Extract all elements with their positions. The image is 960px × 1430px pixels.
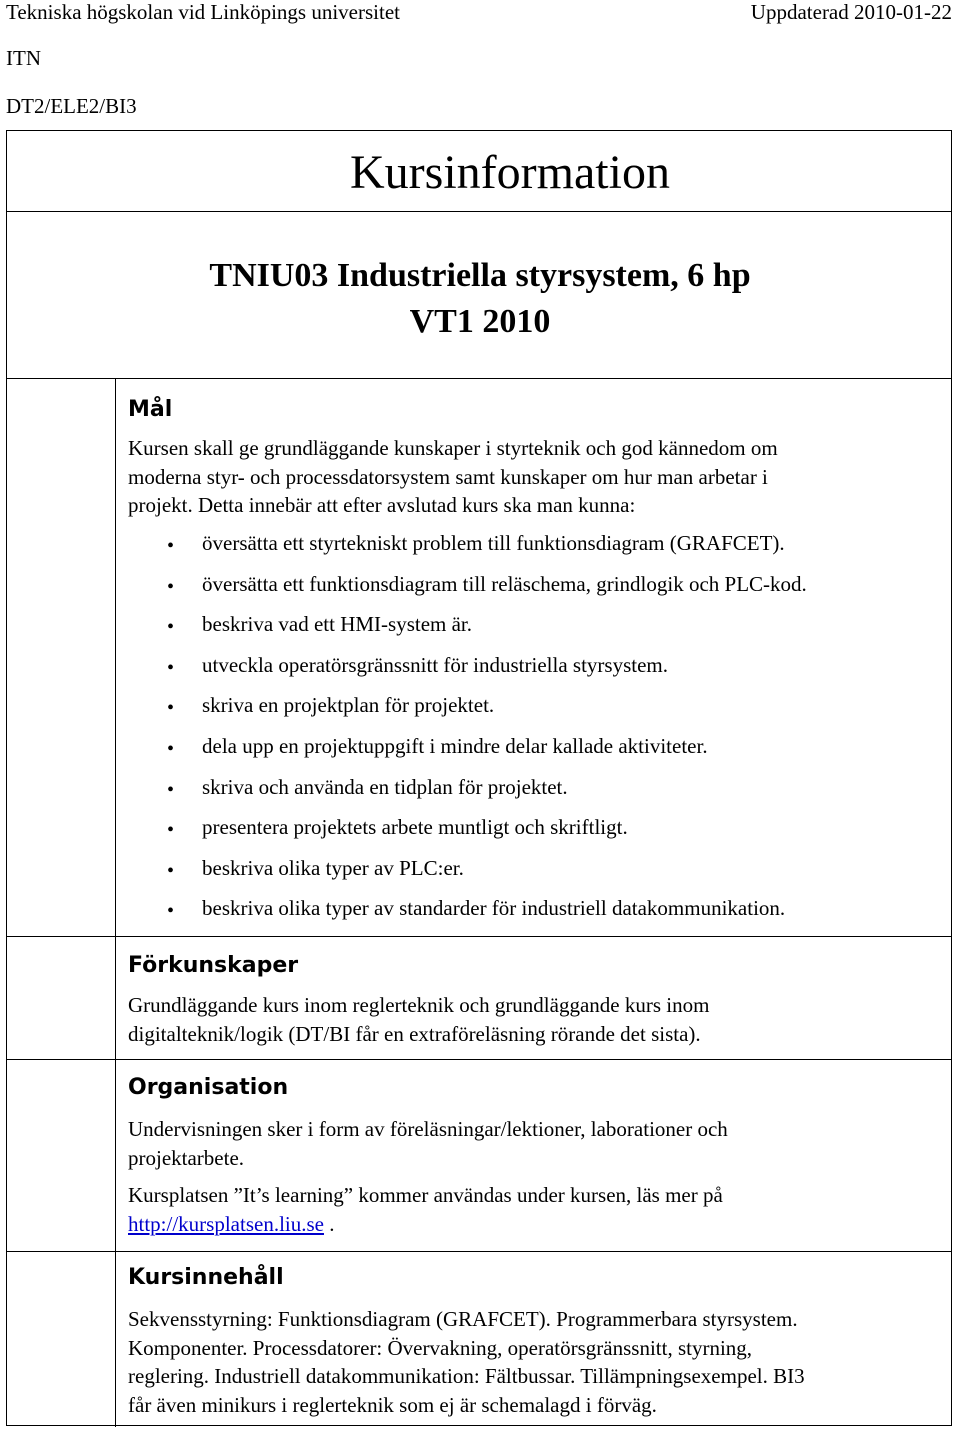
university-name: Tekniska högskolan vid Linköpings universitet	[6, 0, 400, 24]
course-title: TNIU03 Industriella styrsystem, 6 hp	[209, 257, 751, 294]
list-item: • beskriva olika typer av PLC:er.	[128, 854, 807, 895]
organisation-heading: Organisation	[128, 1075, 289, 1100]
organisation-divider	[7, 1251, 951, 1252]
list-item: • skriva och använda en tidplan för projektet.	[128, 773, 807, 814]
updated-date: Uppdaterad 2010-01-22	[750, 0, 952, 24]
department: ITN	[6, 46, 41, 70]
bullet-icon: •	[167, 859, 175, 882]
goals-heading: Mål	[128, 397, 173, 422]
bullet-icon: •	[167, 697, 175, 720]
bullet-icon: •	[167, 575, 175, 598]
prerequisites-text: Grundläggande kurs inom reglerteknik och grundläggande kurs inom digitalteknik/logik (DT/BI får en extraföreläsning rörande det sista).	[128, 993, 710, 1046]
left-margin-line	[115, 378, 116, 1427]
list-item: • översätta ett styrtekniskt problem till funktionsdiagram (GRAFCET).	[128, 529, 807, 570]
prerequisites-heading: Förkunskaper	[128, 953, 299, 978]
prerequisites-divider	[7, 1059, 951, 1060]
list-item: • dela upp en projektuppgift i mindre delar kallade aktiviteter.	[128, 732, 807, 773]
goals-intro-line: moderna styr- och processdatorsystem samt kunskaper om hur man arbetar i	[128, 464, 768, 489]
list-item: • utveckla operatörsgränssnitt för industriella styrsystem.	[128, 651, 807, 692]
course-content-heading: Kursinnehåll	[128, 1265, 284, 1290]
goals-list	[128, 529, 807, 935]
bullet-icon: •	[167, 900, 175, 923]
course-platform-text: Kursplatsen ”It’s learning” kommer användas under kursen, läs mer på http://kursplatsen.liu.se .	[128, 1183, 723, 1236]
list-item: • beskriva olika typer av standarder för industriell datakommunikation.	[128, 894, 807, 935]
list-item: • presentera projektets arbete muntligt och skriftligt.	[128, 813, 807, 854]
goals-intro	[128, 434, 928, 520]
goals-intro-line: Kursen skall ge grundläggande kunskaper i styrteknik och god kännedom om	[128, 436, 778, 460]
list-item: • översätta ett funktionsdiagram till reläschema, grindlogik och PLC-kod.	[128, 570, 807, 611]
course-content-text: Sekvensstyrning: Funktionsdiagram (GRAFCET). Programmerbara styrsystem. Komponenter. Processdatorer: Övervakning, operatörsgränssnitt, styrning, reglering. Industriell datakommunikation: Fältbussar. Tillämpningsexempel. BI3 får även minikurs i reglerteknik som ej är schemalagd i förväg.	[128, 1307, 805, 1417]
list-item: • skriva en projektplan för projektet.	[128, 691, 807, 732]
page-title: Kursinformation	[350, 146, 670, 199]
bullet-icon: •	[167, 819, 175, 842]
goals-divider	[7, 936, 951, 937]
bullet-icon: •	[167, 778, 175, 801]
goals-intro-line: projekt. Detta innebär att efter avslutad kurs ska man kunna:	[128, 493, 636, 517]
bullet-icon: •	[167, 535, 175, 557]
course-term: VT1 2010	[409, 303, 551, 340]
title-divider	[7, 211, 951, 212]
bullet-icon: •	[167, 656, 175, 679]
bullet-icon: •	[167, 737, 175, 760]
programs: DT2/ELE2/BI3	[6, 94, 137, 118]
list-item: • beskriva vad ett HMI-system är.	[128, 610, 807, 651]
organisation-text: Undervisningen sker i form av föreläsningar/lektioner, laborationer och projektarbete.	[128, 1117, 728, 1170]
kursplatsen-link[interactable]: http://kursplatsen.liu.se	[128, 1211, 324, 1236]
bullet-icon: •	[167, 616, 175, 639]
title-block-divider	[7, 378, 951, 379]
